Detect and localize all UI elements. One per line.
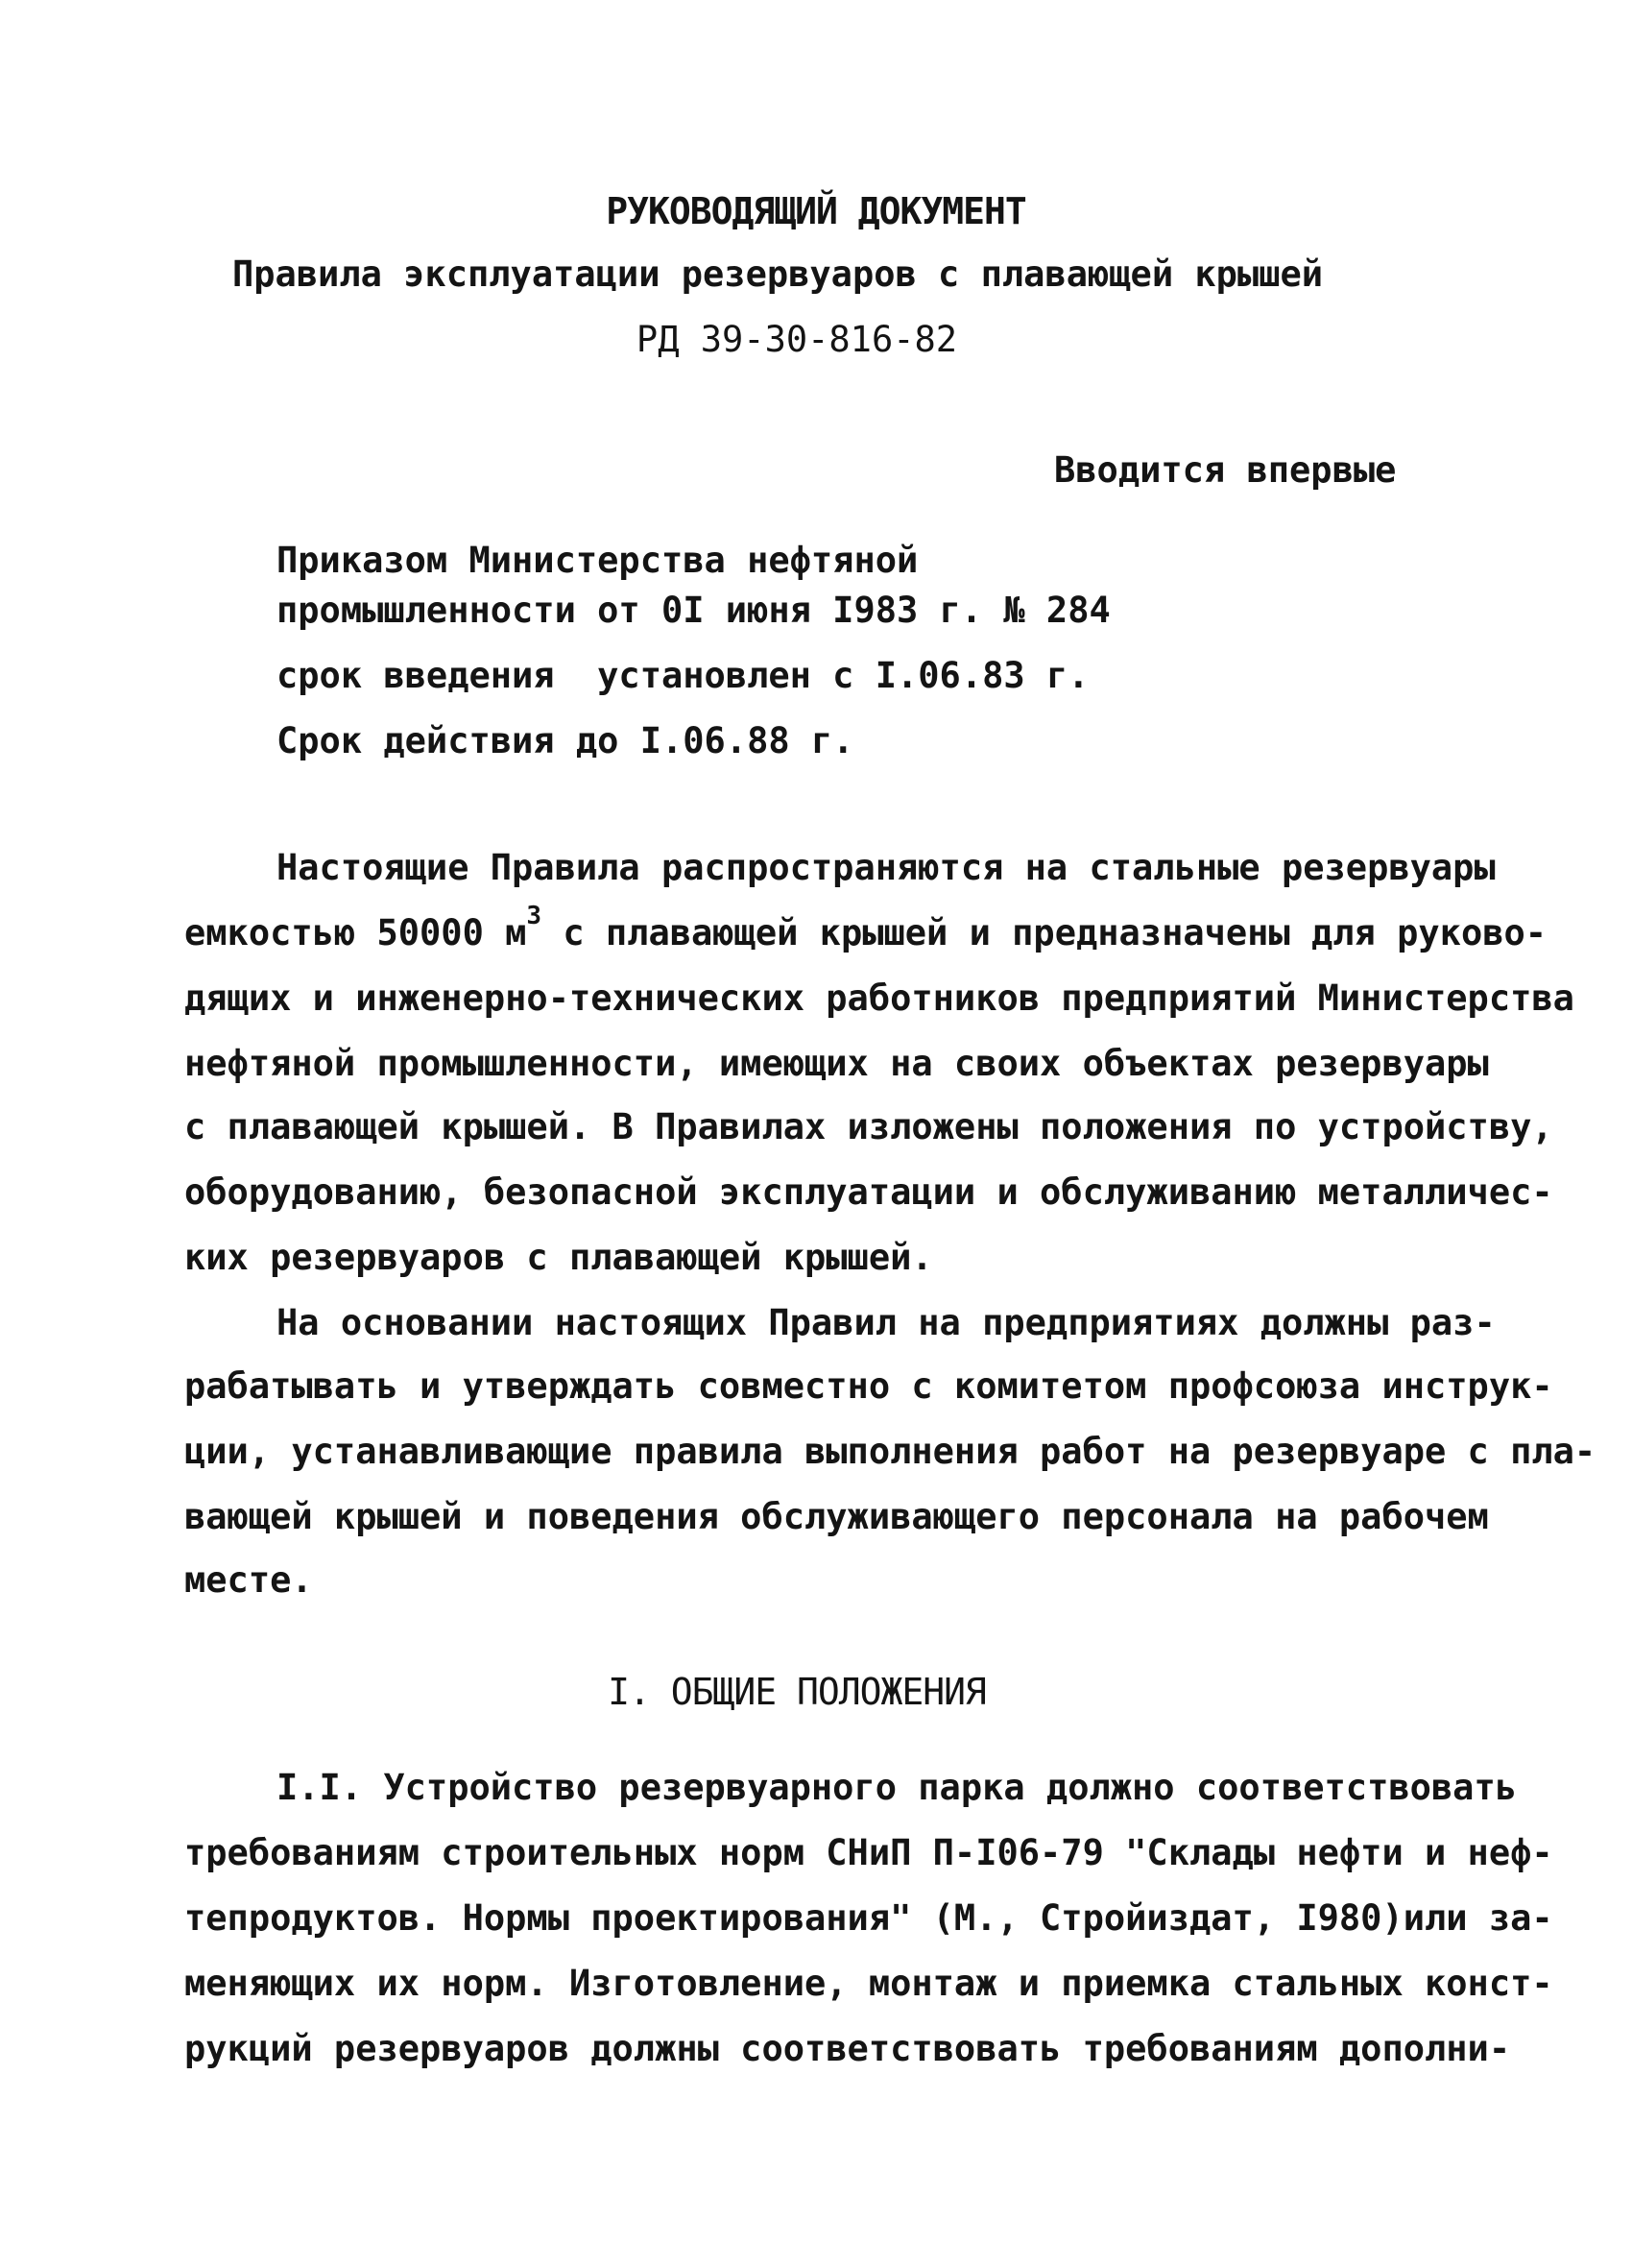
section1-line-1: I.I. Устройство резервуарного парка должно соответствовать: [276, 1767, 1518, 1808]
order-effective-date: срок введения установлен с I.06.83 г.: [276, 655, 1090, 696]
paragraph1-line-7: ких резервуаров с плавающей крышей.: [184, 1237, 933, 1278]
section1-line-3: тепродуктов. Нормы проектирования" (М., Стройиздат, I980)или за-: [184, 1897, 1553, 1939]
paragraph2-line-4: вающей крышей и поведения обслуживающего персонала на рабочем: [184, 1496, 1489, 1537]
paragraph1-line-2: [184, 902, 1548, 956]
paragraph1-line-2-end: с плавающей крышей и предназначены для руково-: [541, 912, 1548, 953]
paragraph1-line-2-start: емкостью 50000 м: [184, 912, 527, 953]
document-code: РД 39-30-816-82: [636, 319, 958, 360]
paragraph1-line-5: с плавающей крышей. В Правилах изложены положения по устройству,: [184, 1106, 1553, 1147]
paragraph2-line-3: ции, устанавливающие правила выполнения работ на резервуаре с пла-: [184, 1431, 1596, 1472]
section-heading: I. ОБЩИЕ ПОЛОЖЕНИЯ: [608, 1671, 986, 1713]
paragraph1-line-6: оборудованию, безопасной эксплуатации и обслуживанию металличес-: [184, 1171, 1553, 1213]
paragraph1-line-3: дящих и инженерно-технических работников предприятий Министерства: [184, 977, 1574, 1019]
paragraph1-line-4: нефтяной промышленности, имеющих на своих объектах резервуары: [184, 1043, 1489, 1084]
section1-line-4: меняющих их норм. Изготовление, монтаж и приемка стальных конст-: [184, 1963, 1553, 2004]
paragraph1-line-1: Настоящие Правила распространяются на стальные резервуары: [276, 847, 1496, 888]
order-line-2: промышленности от 0I июня I983 г. № 284: [276, 590, 1111, 631]
superscript-cubic: 3: [526, 902, 542, 930]
section1-line-5: рукций резервуаров должны соответствовать требованиям дополни-: [184, 2028, 1511, 2069]
paragraph2-line-5: месте.: [184, 1559, 313, 1601]
document-title: Правила эксплуатации резервуаров с плавающей крышей: [231, 253, 1324, 295]
paragraph2-line-2: рабатывать и утверждать совместно с комитетом профсоюза инструк-: [184, 1365, 1553, 1407]
order-validity: Срок действия до I.06.88 г.: [276, 720, 854, 761]
intro-note: Вводится впервые: [1054, 449, 1397, 491]
document-type-heading: РУКОВОДЯЩИЙ ДОКУМЕНТ: [606, 190, 1026, 232]
section1-line-2: требованиям строительных норм СНиП П-I06-79 "Склады нефти и неф-: [184, 1832, 1553, 1873]
paragraph2-line-1: На основании настоящих Правил на предприятиях должны раз-: [276, 1302, 1496, 1343]
order-line-1: Приказом Министерства нефтяной: [276, 540, 919, 581]
